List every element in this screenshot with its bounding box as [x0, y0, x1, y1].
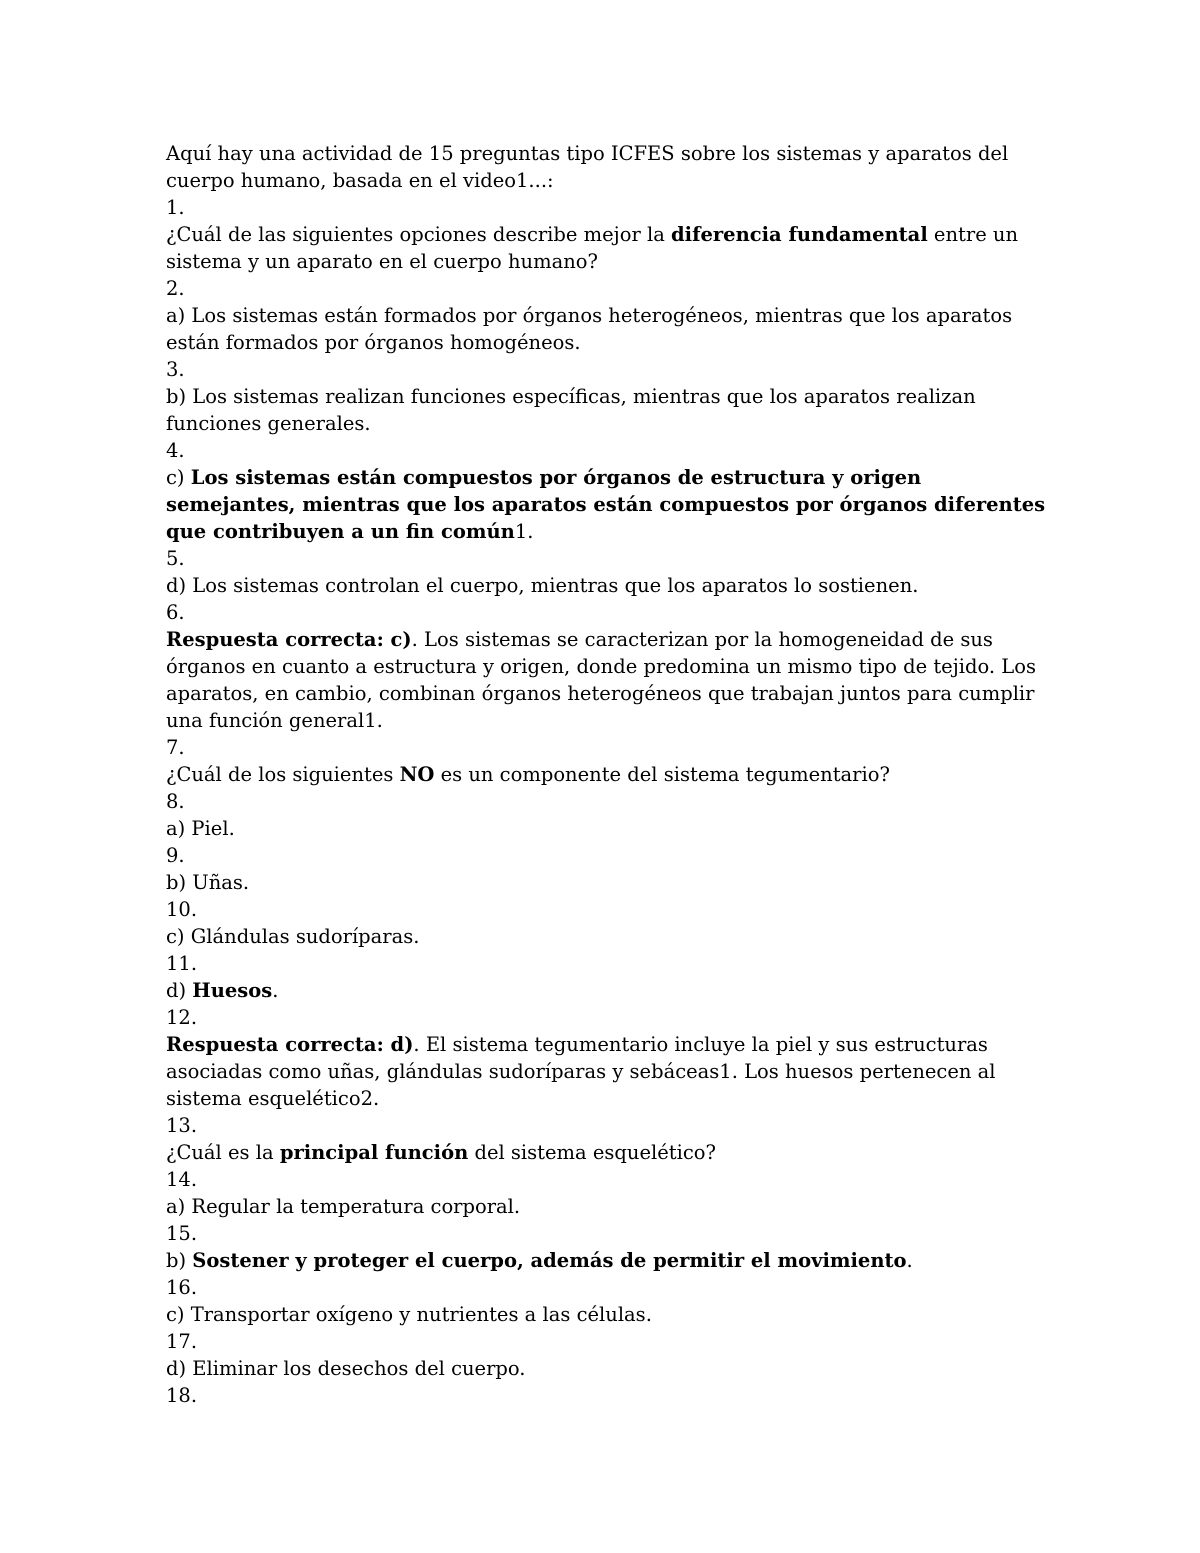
text-run: a) Piel. — [166, 817, 235, 840]
item-number: 13. — [166, 1114, 198, 1137]
document-page — [166, 140, 1046, 1409]
item-text — [166, 1139, 1046, 1166]
item-number: 5. — [166, 547, 185, 570]
bold-text: diferencia fundamental — [671, 223, 928, 246]
text-run: d) Los sistemas controlan el cuerpo, mientras que los aparatos lo sostienen. — [166, 574, 919, 597]
question-list — [166, 194, 1046, 1382]
bold-text: NO — [399, 763, 435, 786]
text-run: c) — [166, 466, 191, 489]
item-text — [166, 1247, 1046, 1274]
item-text — [166, 464, 1046, 545]
bold-text: Huesos — [192, 979, 273, 1002]
item-text — [166, 1193, 1046, 1220]
item-number: 15. — [166, 1222, 198, 1245]
text-run: . — [272, 979, 279, 1002]
item-text — [166, 383, 1046, 437]
text-run: entre un sistema y un aparato en el cuerpo humano? — [166, 223, 1019, 273]
text-run: b) — [166, 1249, 193, 1272]
item-number: 14. — [166, 1168, 198, 1191]
item-number: 12. — [166, 1006, 198, 1029]
item-text — [166, 221, 1046, 275]
item-number: 2. — [166, 277, 185, 300]
text-run: b) Uñas. — [166, 871, 250, 894]
bold-text: Respuesta correcta: d) — [166, 1033, 414, 1056]
item-number: 18. — [166, 1384, 198, 1407]
item-number: 11. — [166, 952, 198, 975]
text-run: ¿Cuál de los siguientes — [166, 763, 400, 786]
item-text — [166, 761, 1046, 788]
intro-paragraph: Aquí hay una actividad de 15 preguntas tipo ICFES sobre los sistemas y aparatos del cuerpo humano, basada en el video1...: — [166, 142, 1009, 192]
item-text — [166, 1031, 1046, 1112]
bold-text: Los sistemas están compuestos por órganos de estructura y origen semejantes, mientras que los aparatos están compuestos por órganos diferentes que contribuyen a un fin común — [166, 466, 1046, 543]
text-run: b) Los sistemas realizan funciones específicas, mientras que los aparatos realizan funciones generales. — [166, 385, 976, 435]
item-number: 10. — [166, 898, 198, 921]
text-run: es un componente del sistema tegumentario? — [434, 763, 890, 786]
item-number: 3. — [166, 358, 185, 381]
text-run: d) — [166, 979, 193, 1002]
item-text — [166, 1355, 1046, 1382]
item-number: 7. — [166, 736, 185, 759]
item-text — [166, 626, 1046, 734]
item-text — [166, 302, 1046, 356]
item-text — [166, 923, 1046, 950]
item-number: 4. — [166, 439, 185, 462]
text-run: 1. — [514, 520, 534, 543]
text-run: c) Glándulas sudoríparas. — [166, 925, 420, 948]
item-text — [166, 977, 1046, 1004]
item-text — [166, 572, 1046, 599]
text-run: c) Transportar oxígeno y nutrientes a las células. — [166, 1303, 652, 1326]
item-text — [166, 1301, 1046, 1328]
text-run: ¿Cuál de las siguientes opciones describe mejor la — [166, 223, 672, 246]
text-run: . Los sistemas se caracterizan por la homogeneidad de sus órganos en cuanto a estructura y origen, donde predomina un mismo tipo de tejido. Los aparatos, en cambio, combinan órganos heterogéneos que trabajan juntos para cumplir una función general1. — [166, 628, 1036, 732]
text-run: a) Los sistemas están formados por órganos heterogéneos, mientras que los aparatos están formados por órganos homogéneos. — [166, 304, 1013, 354]
bold-text: Respuesta correcta: c) — [166, 628, 412, 651]
item-text — [166, 815, 1046, 842]
bold-text: Sostener y proteger el cuerpo, además de permitir el movimiento — [192, 1249, 907, 1272]
text-run: d) Eliminar los desechos del cuerpo. — [166, 1357, 526, 1380]
text-run: a) Regular la temperatura corporal. — [166, 1195, 521, 1218]
item-number: 9. — [166, 844, 185, 867]
bold-text: principal función — [279, 1141, 469, 1164]
text-run: . El sistema tegumentario incluye la piel y sus estructuras asociadas como uñas, glándulas sudoríparas y sebáceas1. Los huesos pertenecen al sistema esquelético2. — [166, 1033, 996, 1110]
item-number: 6. — [166, 601, 185, 624]
text-run: del sistema esquelético? — [468, 1141, 716, 1164]
text-run: ¿Cuál es la — [166, 1141, 280, 1164]
item-number: 16. — [166, 1276, 198, 1299]
item-number: 1. — [166, 196, 185, 219]
item-number: 8. — [166, 790, 185, 813]
text-run: . — [906, 1249, 913, 1272]
item-number: 17. — [166, 1330, 198, 1353]
item-text — [166, 869, 1046, 896]
